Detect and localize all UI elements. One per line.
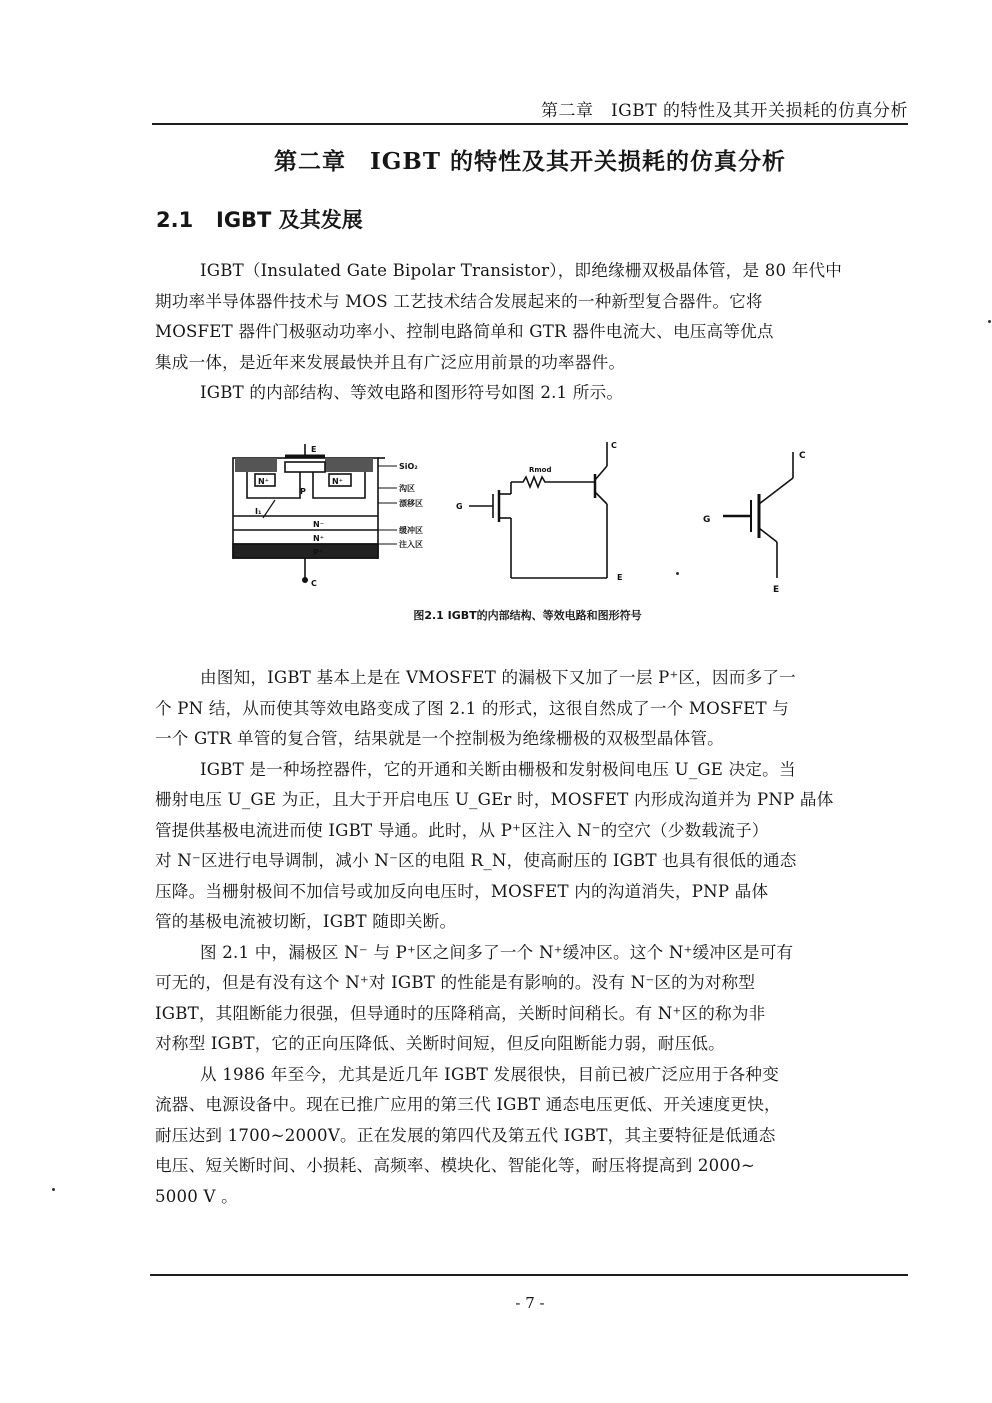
text-line: 对 N⁻区进行电导调制，减小 N⁻区的电阻 R_N，使高耐压的 IGBT 也具有很低的通态	[155, 851, 797, 870]
circuit-label-gate: G	[456, 502, 463, 511]
section-number: 2.1	[156, 208, 194, 232]
structure-label-collector: C	[311, 579, 317, 588]
structure-label-emitter: E	[311, 445, 317, 454]
text-line: 可无的，但是有没有这个 N⁺对 IGBT 的性能是有影响的。没有 N⁻区的为对称型	[155, 973, 756, 992]
text-line: 对称型 IGBT，它的正向压降低、关断时间短，但反向阻断能力弱，耐压低。	[155, 1034, 725, 1053]
circuit-label-resistor: Rmod	[529, 466, 552, 474]
figure-igbt	[225, 438, 905, 608]
igbt-graphic-symbol	[723, 452, 793, 578]
symbol-label-emitter: E	[773, 585, 780, 595]
text-line: IGBT，其阻断能力很强，但导通时的压降稍高，关断时间稍长。有 N⁺区的称为非	[155, 1003, 766, 1023]
intro-paragraph	[155, 256, 900, 409]
structure-label-n-plus-right: N⁺	[332, 477, 343, 486]
scan-speck	[988, 320, 991, 323]
footer-divider	[150, 1274, 908, 1276]
structure-label-p-plus: P⁺	[313, 548, 324, 557]
text-line: 管提供基极电流进而使 IGBT 导通。此时，从 P⁺区注入 N⁻的空穴（少数载流子）	[155, 820, 769, 840]
text-line: IGBT 是一种场控器件，它的开通和关断由栅极和发射极间电压 U_GE 决定。当	[200, 759, 796, 779]
text-line: 个 PN 结，从而使其等效电路变成了图 2.1 的形式，这很自然成了一个 MOSFET 与	[155, 698, 790, 718]
text-line: 图 2.1 中，漏极区 N⁻ 与 P⁺区之间多了一个 N⁺缓冲区。这个 N⁺缓冲区是可有	[200, 942, 794, 962]
section-title: IGBT 及其发展	[216, 208, 363, 232]
text-line: IGBT（Insulated Gate Bipolar Transistor），即绝缘栅双极晶体管，是 80 年代中	[200, 261, 843, 280]
structure-label-inject: 注入区	[399, 540, 423, 549]
structure-label-current: I₁	[255, 507, 262, 516]
chapter-title: 第二章 IGBT 的特性及其开关损耗的仿真分析	[274, 148, 786, 175]
text-line: 由图知，IGBT 基本上是在 VMOSFET 的漏极下又加了一层 P⁺区，因而多了一	[200, 668, 796, 687]
header-divider	[152, 123, 908, 125]
text-line: 期功率半导体器件技术与 MOS 工艺技术结合发展起来的一种新型复合器件。它将	[155, 291, 763, 311]
text-line: 5000 V 。	[155, 1186, 238, 1206]
circuit-label-collector: C	[611, 441, 617, 450]
text-line: 耐压达到 1700~2000V。正在发展的第四代及第五代 IGBT，其主要特征是低通态	[155, 1125, 776, 1145]
structure-label-buffer: 缓冲区	[399, 526, 423, 535]
structure-label-n-plus: N⁺	[258, 477, 269, 486]
structure-label-n-minus: N⁻	[313, 520, 324, 529]
body-paragraphs	[155, 663, 900, 1212]
figure-caption: 图2.1 IGBT的内部结构、等效电路和图形符号	[413, 609, 642, 622]
symbol-label-collector: C	[799, 451, 806, 461]
text-line: 一个 GTR 单管的复合管，结果就是一个控制极为绝缘栅极的双极型晶体管。	[155, 729, 724, 748]
scan-speck	[676, 572, 679, 575]
text-line: 管的基极电流被切断，IGBT 随即关断。	[155, 912, 457, 931]
text-line: IGBT 的内部结构、等效电路和图形符号如图 2.1 所示。	[200, 383, 624, 402]
text-line: MOSFET 器件门极驱动功率小、控制电路简单和 GTR 器件电流大、电压高等优点	[155, 322, 774, 341]
text-line: 集成一体，是近年来发展最快并且有广泛应用前景的功率器件。	[155, 352, 626, 372]
running-header: 第二章 IGBT 的特性及其开关损耗的仿真分析	[540, 101, 908, 121]
structure-label-sio2: SiO₂	[399, 462, 418, 471]
text-line: 栅射电压 U_GE 为正，且大于开启电压 U_GEr 时，MOSFET 内形成沟道并为 PNP 晶体	[155, 790, 834, 809]
structure-label-n-plus-layer: N⁺	[313, 534, 324, 543]
text-line: 流器、电源设备中。现在已推广应用的第三代 IGBT 通态电压更低、开关速度更快，	[155, 1095, 781, 1114]
symbol-label-gate: G	[703, 515, 711, 525]
structure-label-drift: 漂移区	[399, 499, 423, 508]
text-line: 压降。当栅射极间不加信号或加反向电压时，MOSFET 内的沟道消失，PNP 晶体	[155, 881, 769, 901]
text-line: 从 1986 年至今，尤其是近几年 IGBT 发展很快，目前已被广泛应用于各种变	[200, 1064, 780, 1084]
section-heading	[156, 204, 363, 234]
circuit-label-emitter: E	[617, 573, 623, 582]
scan-speck	[52, 1188, 55, 1191]
structure-label-p-body: P	[300, 487, 306, 496]
text-line: 电压、短关断时间、小损耗、高频率、模块化、智能化等，耐压将提高到 2000~	[155, 1156, 756, 1175]
collector-terminal-dot	[302, 577, 308, 583]
equivalent-circuit	[469, 442, 607, 578]
page-number: - 7 -	[515, 1294, 545, 1312]
structure-label-channel: 沟区	[399, 484, 415, 493]
